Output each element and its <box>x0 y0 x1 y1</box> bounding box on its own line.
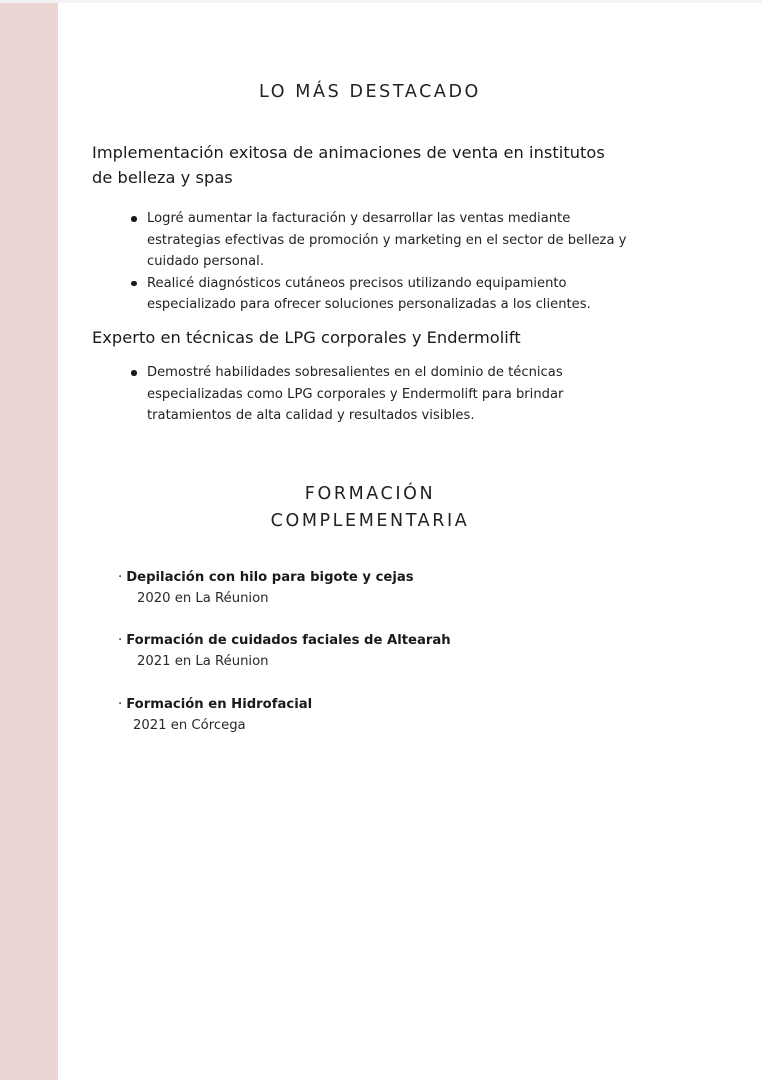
training-name: · Formación de cuidados faciales de Altearah <box>118 633 451 648</box>
top-edge <box>0 0 762 3</box>
highlight-title-1 <box>92 140 682 190</box>
training-item <box>118 631 451 673</box>
bullet-dot-icon <box>131 281 137 287</box>
highlight-2-bullets <box>147 362 707 427</box>
training-name: · Formación en Hidrofacial <box>118 697 313 712</box>
training-item <box>118 568 414 610</box>
highlight-title-1-line2: de belleza y spas <box>92 168 233 187</box>
training-meta: 2020 en La Réunion <box>137 591 269 606</box>
highlight-title-1-line1: Implementación exitosa de animaciones de venta en institutos <box>92 143 605 162</box>
highlight-title-2: Experto en técnicas de LPG corporales y Endermolift <box>92 328 521 347</box>
bullet-item: Realicé diagnósticos cutáneos precisos utilizando equipamiento especializado para ofrecer soluciones personalizadas a los clientes. <box>147 273 707 316</box>
highlight-1-bullets <box>147 208 707 316</box>
training-item <box>118 695 312 737</box>
training-heading-line2: COMPLEMENTARIA <box>270 511 470 531</box>
bullet-item: Logré aumentar la facturación y desarrollar las ventas mediante estrategias efectivas de promoción y marketing en el sector de belleza y cuidado personal. <box>147 208 707 273</box>
bullet-dot-icon: · <box>118 570 123 585</box>
training-meta: 2021 en La Réunion <box>137 654 269 669</box>
bullet-dot-icon <box>131 216 137 222</box>
training-name: · Depilación con hilo para bigote y cejas <box>118 570 414 585</box>
bullet-dot-icon: · <box>118 633 123 648</box>
training-heading-line1: FORMACIÓN <box>304 484 436 504</box>
training-meta: 2021 en Córcega <box>133 718 246 733</box>
bullet-dot-icon: · <box>118 697 123 712</box>
bullet-dot-icon <box>131 370 137 376</box>
highlights-heading: LO MÁS DESTACADO <box>259 82 481 102</box>
sidebar-accent-bar <box>0 3 58 1080</box>
bullet-item: Demostré habilidades sobresalientes en el dominio de técnicas especializadas como LPG corporales y Endermolift para brindar tratamientos de alta calidad y resultados visibles. <box>147 362 707 427</box>
